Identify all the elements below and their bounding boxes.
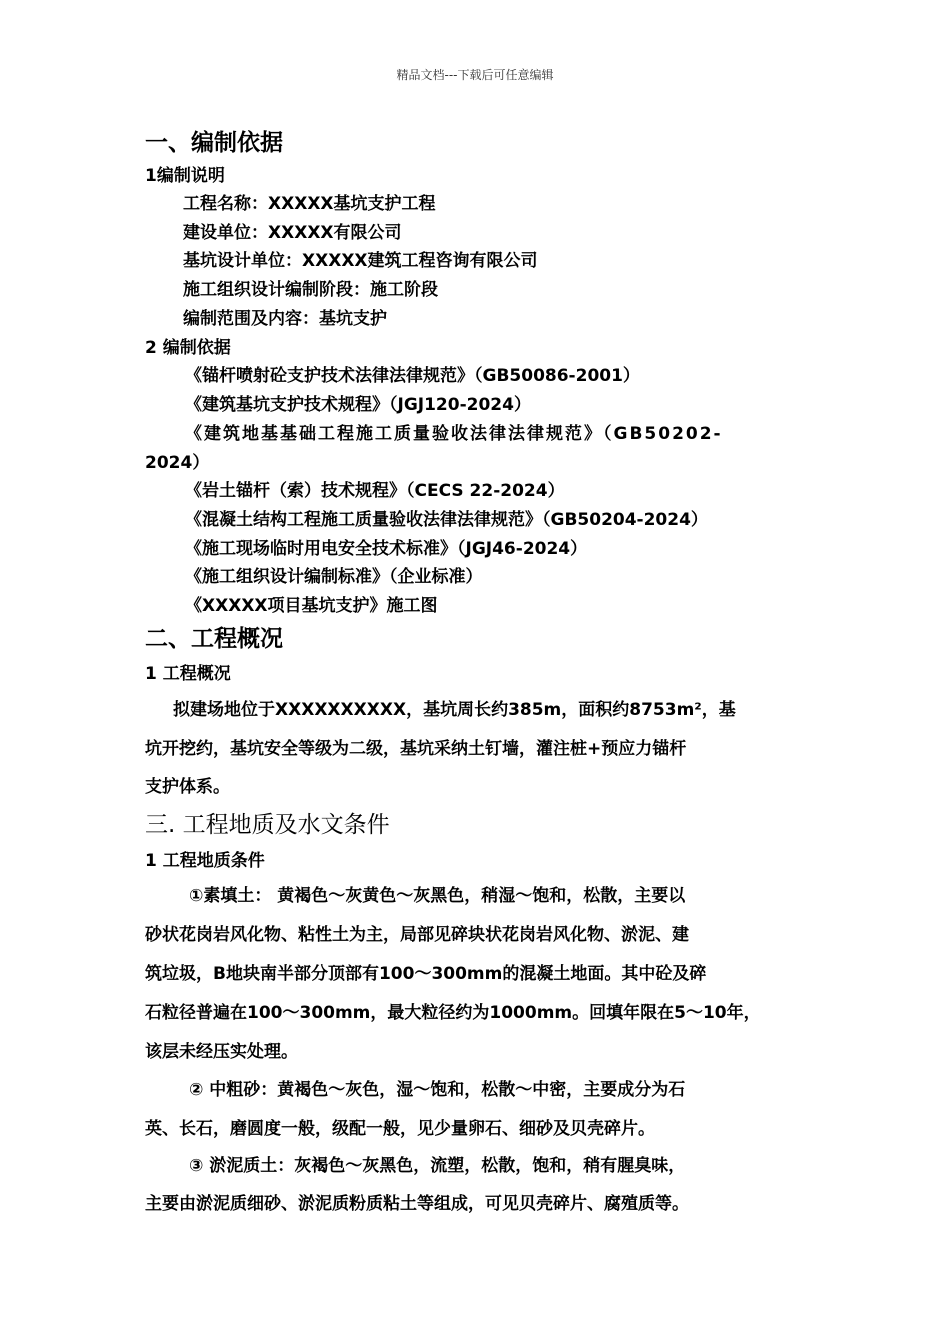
info-line: 基坑设计单位：XXXXX建筑工程咨询有限公司 <box>183 251 538 271</box>
info-line: 施工组织设计编制阶段：施工阶段 <box>183 280 438 300</box>
paragraph-line: 砂状花岗岩风化物、粘性土为主，局部见碎块状花岗岩风化物、淤泥、建 <box>145 925 689 945</box>
reference-item: 《锚杆喷射砼支护技术法律法律规范》（GB50086-2001） <box>185 366 640 386</box>
paragraph-line: 坑开挖约，基坑安全等级为二级，基坑采纳土钉墙，灌注桩+预应力锚杆 <box>145 739 687 759</box>
reference-item: 《建筑地基基础工程施工质量验收法律法律规范》（GB50202- <box>185 424 723 444</box>
reference-item-wrap: 2024） <box>145 453 210 473</box>
section-title: 三. 工程地质及水文条件 <box>145 812 390 838</box>
reference-item: 《建筑基坑支护技术规程》（JGJ120-2024） <box>185 395 531 415</box>
paragraph-line: 拟建场地位于XXXXXXXXXX，基坑周长约385m，面积约8753m²，基 <box>173 700 736 720</box>
paragraph-line: ①素填土： 黄褐色～灰黄色～灰黑色，稍湿～饱和，松散，主要以 <box>189 886 686 906</box>
reference-item: 《XXXXX项目基坑支护》施工图 <box>185 596 438 616</box>
section-title: 二、工程概况 <box>145 626 283 652</box>
reference-item: 《混凝土结构工程施工质量验收法律法律规范》（GB50204-2024） <box>185 510 708 530</box>
subsection-title: 1 工程概况 <box>145 664 231 684</box>
paragraph-line: 筑垃圾，B地块南半部分顶部有100～300mm的混凝土地面。其中砼及碎 <box>145 964 707 984</box>
paragraph-line: 支护体系。 <box>145 777 230 797</box>
paragraph-line: ③ 淤泥质土：灰褐色～灰黑色，流塑，松散，饱和，稍有腥臭味， <box>189 1156 686 1176</box>
info-line: 建设单位：XXXXX有限公司 <box>183 223 402 243</box>
paragraph-line: 英、长石，磨圆度一般，级配一般，见少量卵石、细砂及贝壳碎片。 <box>145 1119 655 1139</box>
reference-item: 《施工现场临时用电安全技术标准》（JGJ46-2024） <box>185 539 588 559</box>
info-line: 编制范围及内容：基坑支护 <box>183 309 387 329</box>
paragraph-line: 该层未经压实处理。 <box>145 1042 298 1062</box>
paragraph-line: ② 中粗砂：黄褐色～灰色，湿～饱和，松散～中密，主要成分为石 <box>189 1080 686 1100</box>
paragraph-line: 主要由淤泥质细砂、淤泥质粉质粘土等组成，可见贝壳碎片、腐殖质等。 <box>145 1194 689 1214</box>
info-line: 工程名称：XXXXX基坑支护工程 <box>183 194 436 214</box>
section-title: 一、编制依据 <box>145 130 283 156</box>
subsection-title: 1 工程地质条件 <box>145 851 265 871</box>
subsection-title: 1编制说明 <box>145 166 225 186</box>
reference-item: 《施工组织设计编制标准》（企业标准） <box>185 567 483 587</box>
page-header: 精品文档---下载后可任意编辑 <box>396 68 554 82</box>
subsection-title: 2 编制依据 <box>145 338 231 358</box>
paragraph-line: 石粒径普遍在100～300mm，最大粒径约为1000mm。回填年限在5～10年， <box>145 1003 761 1023</box>
reference-item: 《岩土锚杆（索）技术规程》（CECS 22-2024） <box>185 481 565 501</box>
